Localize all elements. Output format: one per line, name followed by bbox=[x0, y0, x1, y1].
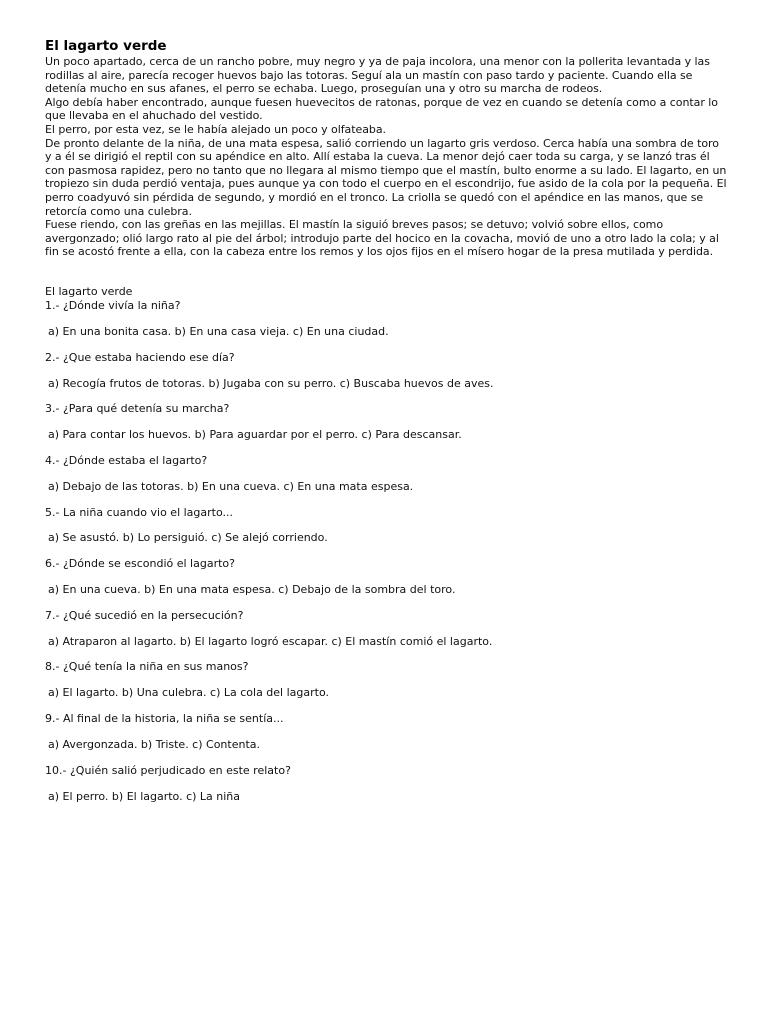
story-paragraph: El perro, por esta vez, se le había alejado un poco y olfateaba. bbox=[45, 122, 386, 136]
answer-options: a) Se asustó. b) Lo persiguió. c) Se alejó corriendo. bbox=[48, 531, 328, 544]
question-text: 3.- ¿Para qué detenía su marcha? bbox=[45, 402, 230, 415]
question-text: 5.- La niña cuando vio el lagarto... bbox=[45, 506, 233, 519]
answer-options: a) Avergonzada. b) Triste. c) Contenta. bbox=[48, 738, 261, 751]
answer-options: a) Para contar los huevos. b) Para aguardar por el perro. c) Para descansar. bbox=[48, 428, 462, 441]
question-text: 9.- Al final de la historia, la niña se sentía... bbox=[45, 712, 284, 725]
answer-options: a) Atraparon al lagarto. b) El lagarto logró escapar. c) El mastín comió el lagarto. bbox=[48, 635, 493, 648]
story-paragraph: Fuese riendo, con las greñas en las mejillas. El mastín la siguió breves pasos; se detuvo; volvió sobre ellos, como avergonzado; olió largo rato al pie del árbol; introdujo parte del hocico en la covacha, movió de uno a otro lado la cola; y al fin se acostó frente a ella, con la cabeza entre los remos y los ojos fijos en el mísero hogar de la presa mutilada y perdida. bbox=[45, 218, 719, 259]
quiz-title: El lagarto verde bbox=[45, 285, 133, 298]
question-text: 7.- ¿Qué sucedió en la persecución? bbox=[45, 609, 244, 622]
question-text: 2.- ¿Que estaba haciendo ese día? bbox=[45, 351, 235, 364]
question-text: 8.- ¿Qué tenía la niña en sus manos? bbox=[45, 660, 249, 673]
story-paragraph: Algo debía haber encontrado, aunque fuesen huevecitos de ratonas, porque de vez en cuando se detenía como a contar lo que llevaba en el ahuchado del vestido. bbox=[45, 95, 718, 123]
story-title: El lagarto verde bbox=[45, 38, 167, 54]
story-paragraph: Un poco apartado, cerca de un rancho pobre, muy negro y ya de paja incolora, una menor con la pollerita levantada y las rodillas al aire, parecía recoger huevos bajo las totoras. Seguí ala un mastín con paso tardo y paciente. Cuando ella se detenía mucho en sus afanes, el perro se echaba. Luego, proseguían una y otro su marcha de rodeos. bbox=[45, 55, 710, 96]
answer-options: a) Recogía frutos de totoras. b) Jugaba con su perro. c) Buscaba huevos de aves. bbox=[48, 377, 494, 390]
question-text: 1.- ¿Dónde vivía la niña? bbox=[45, 299, 181, 312]
story-section bbox=[45, 38, 728, 259]
answer-options: a) Debajo de las totoras. b) En una cueva. c) En una mata espesa. bbox=[48, 480, 414, 493]
answer-options: a) En una cueva. b) En una mata espesa. c) Debajo de la sombra del toro. bbox=[48, 583, 456, 596]
answer-options: a) El perro. b) El lagarto. c) La niña bbox=[48, 790, 241, 803]
answer-options: a) En una bonita casa. b) En una casa vieja. c) En una ciudad. bbox=[48, 325, 389, 338]
question-text: 10.- ¿Quién salió perjudicado en este relato? bbox=[45, 764, 291, 777]
question-text: 4.- ¿Dónde estaba el lagarto? bbox=[45, 454, 208, 467]
answer-options: a) El lagarto. b) Una culebra. c) La cola del lagarto. bbox=[48, 686, 329, 699]
story-paragraph: De pronto delante de la niña, de una mata espesa, salió corriendo un lagarto gris verdoso. Cerca había una sombra de toro y a él se dirigió el reptil con su apéndice en alto. Allí estaba la cueva. La menor dejó caer toda su carga, y se lanzó tras él con pasmosa rapidez, pero no tanto que no llegara al mismo tiempo que el mastín, bulto enorme a su lado. El lagarto, en un tropiezo sin duda perdió ventaja, pues aunque ya con todo el cuerpo en el escondrijo, fue asido de la cola por la pequeña. El perro coadyuvó sin pérdida de segundo, y mordió en el tronco. La criolla se quedó con el apéndice en las manos, que se retorcía como una culebra. bbox=[45, 136, 727, 218]
question-text: 6.- ¿Dónde se escondió el lagarto? bbox=[45, 557, 235, 570]
